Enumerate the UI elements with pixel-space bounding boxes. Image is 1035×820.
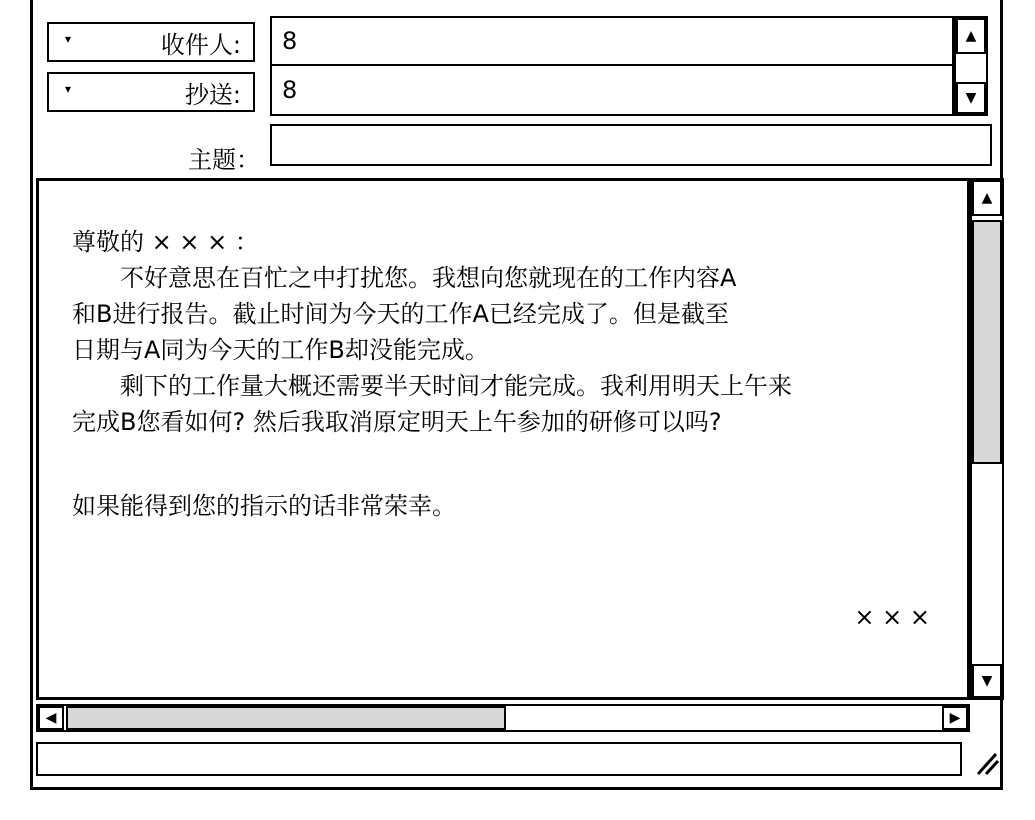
- body-line: 完成B您看如何? 然后我取消原定明天上午参加的研修可以吗?: [72, 408, 722, 436]
- body-vertical-thumb[interactable]: [972, 220, 1002, 464]
- body-line: 和B进行报告。截止时间为今天的工作A已经完成了。但是截至: [72, 300, 729, 328]
- triangle-up-icon: ▲: [965, 28, 977, 44]
- body-horizontal-thumb[interactable]: [66, 706, 506, 730]
- subject-field[interactable]: [270, 124, 992, 166]
- triangle-left-icon: ◀: [45, 710, 57, 726]
- to-field[interactable]: [270, 16, 954, 66]
- to-dropdown-button[interactable]: [47, 22, 255, 62]
- to-value: 8: [282, 27, 298, 55]
- cc-label: 抄送:: [184, 80, 241, 109]
- recipients-scroll-up-button[interactable]: [956, 18, 986, 54]
- body-scroll-up-button[interactable]: [972, 180, 1002, 216]
- chevron-down-icon: ▾: [65, 82, 72, 96]
- chevron-down-icon: ▾: [65, 32, 72, 46]
- body-line: 不好意思在百忙之中打扰您。我想向您就现在的工作内容A: [72, 264, 737, 292]
- scroll-left-button[interactable]: [38, 706, 64, 730]
- triangle-right-icon: ▶: [949, 710, 961, 726]
- body-line: [72, 440, 952, 476]
- body-line: 如果能得到您的指示的话非常荣幸。: [72, 492, 456, 520]
- recipients-scroll-down-button[interactable]: [956, 82, 986, 114]
- body-scroll-down-button[interactable]: [972, 664, 1002, 698]
- triangle-down-icon: ▼: [981, 673, 993, 689]
- cc-field[interactable]: [270, 64, 954, 116]
- scroll-right-button[interactable]: [942, 706, 968, 730]
- body-line: 尊敬的 × × × ：: [72, 228, 259, 256]
- triangle-down-icon: ▼: [965, 90, 977, 106]
- signature: × × ×: [854, 603, 930, 631]
- subject-label: 主题：: [188, 146, 260, 174]
- to-label: 收件人:: [160, 30, 241, 59]
- resize-grip-icon[interactable]: [974, 748, 1000, 776]
- cc-dropdown-button[interactable]: [47, 72, 255, 112]
- body-line: 日期与A同为今天的工作B却没能完成。: [72, 336, 489, 364]
- triangle-up-icon: ▲: [981, 190, 993, 206]
- body-line: 剩下的工作量大概还需要半天时间才能完成。我利用明天上午来: [72, 372, 792, 400]
- cc-value: 8: [282, 76, 298, 104]
- message-text: [72, 224, 952, 604]
- status-bar: [36, 742, 962, 776]
